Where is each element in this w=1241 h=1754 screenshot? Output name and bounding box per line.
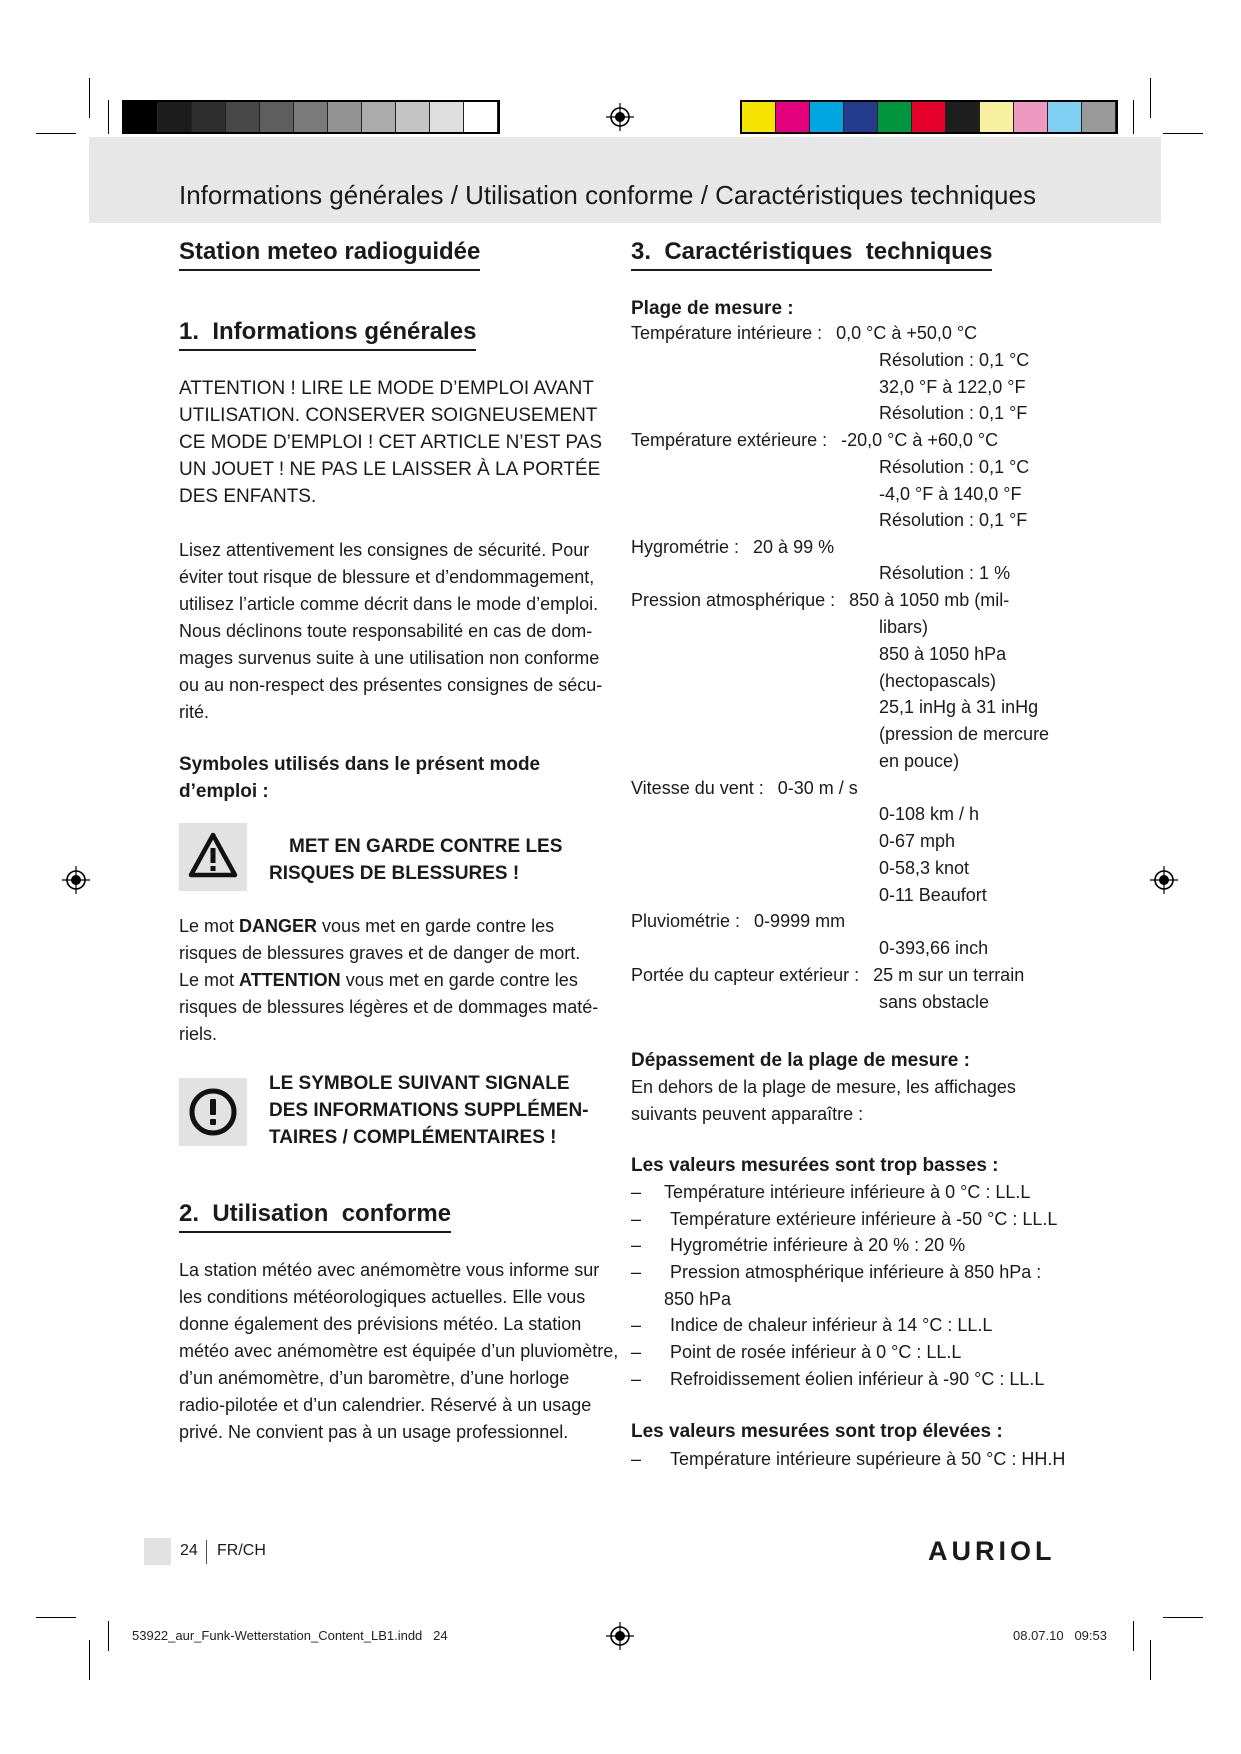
page-header-title: Informations générales / Utilisation conforme / Caractéristiques techniques [179, 180, 1036, 210]
notice-line: LE SYMBOLE SUIVANT SIGNALE [269, 1073, 570, 1094]
crop-mark [108, 100, 109, 134]
spec-value: en pouce) [879, 751, 960, 771]
text-line: La station météo avec anémomètre vous informe sur [179, 1260, 600, 1280]
notice-line: RISQUES DE BLESSURES ! [269, 863, 520, 884]
color-swatch [328, 102, 362, 132]
text-line: privé. Ne convient pas à un usage professionnel. [179, 1422, 569, 1442]
warning-line: ATTENTION ! LIRE LE MODE D’EMPLOI AVANT [179, 378, 594, 399]
text-line: Nous déclinons toute responsabilité en cas de dom- [179, 621, 593, 641]
color-swatch [192, 102, 226, 132]
spec-label: Portée du capteur extérieur : [631, 965, 860, 985]
list-dash: – [631, 1342, 642, 1362]
color-swatch [1014, 102, 1048, 132]
text-line: suivants peuvent apparaître : [631, 1104, 864, 1124]
intro-paragraph [179, 537, 602, 726]
color-swatch [294, 102, 328, 132]
registration-mark-icon [62, 866, 90, 894]
color-swatch [362, 102, 396, 132]
spec-value: 20 à 99 % [753, 537, 835, 557]
color-swatch [776, 102, 810, 132]
file-info: 53922_aur_Funk-Wetterstation_Content_LB1.indd 24 [132, 1628, 448, 1643]
text-line: ou au non-respect des présentes consignes de sécu- [179, 675, 603, 695]
injury-warning-notice [269, 833, 562, 887]
warning-line: UTILISATION. CONSERVER SOIGNEUSEMENT [179, 405, 598, 426]
color-swatch [226, 102, 260, 132]
notice-line: DES INFORMATIONS SUPPLÉMEN- [269, 1100, 589, 1121]
danger-keyword: DANGER [239, 916, 318, 936]
list-item: Indice de chaleur inférieur à 14 °C : LL.L [670, 1315, 993, 1335]
registration-mark-icon [606, 103, 634, 131]
color-swatch [396, 102, 430, 132]
warning-text [179, 375, 602, 510]
overrange-heading: Dépassement de la plage de mesure : [631, 1050, 970, 1071]
spec-value: 850 à 1050 mb (mil- [849, 590, 1010, 610]
list-dash: – [631, 1209, 642, 1229]
notice-line: MET EN GARDE CONTRE LES [289, 836, 563, 857]
process-color-bar [740, 100, 1118, 134]
text-fragment: Le mot [179, 916, 240, 936]
spec-value: 0-108 km / h [879, 804, 980, 824]
spec-value: 25,1 inHg à 31 inHg [879, 697, 1039, 717]
warning-line: UN JOUET ! NE PAS LE LAISSER À LA PORTÉE [179, 459, 601, 480]
color-swatch [810, 102, 844, 132]
text-line: risques de blessures graves et de danger de mort. [179, 943, 581, 963]
list-dash: – [631, 1262, 642, 1282]
text-line: météo avec anémomètre est équipée d’un pluviomètre, [179, 1341, 619, 1361]
spec-value: 0-58,3 knot [879, 858, 970, 878]
danger-paragraph [179, 913, 598, 1048]
text-line: En dehors de la plage de mesure, les affichages [631, 1077, 1016, 1097]
warning-line: DES ENFANTS. [179, 486, 317, 507]
crop-mark [1163, 1617, 1203, 1618]
attention-keyword: ATTENTION [239, 970, 341, 990]
spec-value: 0-67 mph [879, 831, 956, 851]
list-dash: – [631, 1182, 642, 1202]
text-fragment: vous met en garde contre les [340, 970, 578, 990]
notice-line: TAIRES / COMPLÉMENTAIRES ! [269, 1127, 557, 1148]
text-line: radio-pilotée et d’un calendrier. Réservé à un usage [179, 1395, 592, 1415]
spec-value: 25 m sur un terrain [873, 965, 1025, 985]
crop-mark [89, 1640, 90, 1680]
text-line: rité. [179, 702, 210, 722]
heading-line: d’emploi : [179, 781, 269, 802]
locale-label: FR/CH [217, 1542, 266, 1559]
text-fragment: Le mot [179, 970, 240, 990]
low-values-heading: Les valeurs mesurées sont trop basses : [631, 1155, 999, 1176]
spec-value: sans obstacle [879, 992, 990, 1012]
color-swatch [742, 102, 776, 132]
color-swatch [980, 102, 1014, 132]
list-item: Température intérieure inférieure à 0 °C : LL.L [664, 1182, 1031, 1202]
list-item: Refroidissement éolien inférieur à -90 °C : LL.L [670, 1369, 1045, 1389]
section-1-heading: 1. Informations générales [179, 318, 476, 351]
spec-label: Pluviométrie : [631, 911, 741, 931]
symbols-heading [179, 751, 540, 805]
date-time: 08.07.10 09:53 [1013, 1628, 1107, 1643]
grayscale-color-bar [122, 100, 500, 134]
color-swatch [260, 102, 294, 132]
spec-value: 0-393,66 inch [879, 938, 989, 958]
crop-mark [1163, 133, 1203, 134]
crop-mark [1150, 78, 1151, 118]
crop-mark [1133, 1621, 1134, 1651]
text-fragment: vous met en garde contre les [317, 916, 555, 936]
intended-use-paragraph [179, 1257, 618, 1446]
heading-line: Symboles utilisés dans le présent mode [179, 754, 541, 775]
registration-mark-icon [1150, 866, 1178, 894]
text-line: les conditions météorologiques actuelles. Elle vous [179, 1287, 586, 1307]
text-line: risques de blessures légères et de dommages maté- [179, 997, 599, 1017]
list-dash: – [631, 1235, 642, 1255]
text-line [179, 913, 598, 940]
list-item: Point de rosée inférieur à 0 °C : LL.L [670, 1342, 962, 1362]
page-number-divider [206, 1540, 207, 1564]
crop-mark [36, 133, 76, 134]
high-values-heading: Les valeurs mesurées sont trop élevées : [631, 1421, 1003, 1442]
info-icon-box [179, 1078, 247, 1146]
list-dash: – [631, 1449, 642, 1469]
range-heading: Plage de mesure : [631, 298, 794, 319]
list-dash: – [631, 1315, 642, 1335]
text-line: utilisez l’article comme décrit dans le mode d’emploi. [179, 594, 599, 614]
list-item: Pression atmosphérique inférieure à 850 hPa : [670, 1262, 1042, 1282]
spec-value: Résolution : 0,1 °F [879, 403, 1028, 423]
registration-mark-icon [606, 1622, 634, 1650]
brand-logo: AURIOL [928, 1536, 1056, 1566]
text-line: éviter tout risque de blessure et d’endommagement, [179, 567, 595, 587]
spec-value: Résolution : 0,1 °C [879, 457, 1030, 477]
section-2-heading: 2. Utilisation conforme [179, 1200, 451, 1233]
spec-value: Résolution : 0,1 °F [879, 510, 1028, 530]
spec-label: Température intérieure : [631, 323, 823, 343]
color-swatch [1082, 102, 1116, 132]
list-item-continuation: 850 hPa [664, 1289, 732, 1309]
spec-value: (hectopascals) [879, 671, 997, 691]
color-swatch [1048, 102, 1082, 132]
text-line: riels. [179, 1024, 218, 1044]
spec-value: 32,0 °F à 122,0 °F [879, 377, 1026, 397]
spec-value: libars) [879, 617, 929, 637]
color-swatch [946, 102, 980, 132]
color-swatch [124, 102, 158, 132]
color-swatch [878, 102, 912, 132]
warning-triangle-icon [179, 823, 247, 891]
color-swatch [464, 102, 498, 132]
text-line [179, 967, 598, 994]
spec-value: 0-30 m / s [777, 778, 858, 798]
list-item: Hygrométrie inférieure à 20 % : 20 % [670, 1235, 966, 1255]
text-line: donne également des prévisions météo. La station [179, 1314, 582, 1334]
page-number: 24 [180, 1542, 198, 1559]
spec-value: 850 à 1050 hPa [879, 644, 1007, 664]
spec-label: Hygrométrie : [631, 537, 740, 557]
spec-label: Pression atmosphérique : [631, 590, 836, 610]
spec-value: -20,0 °C à +60,0 °C [841, 430, 999, 450]
spec-label: Vitesse du vent : [631, 778, 764, 798]
warning-icon-box [179, 823, 247, 891]
list-item: Température extérieure inférieure à -50 °C : LL.L [670, 1209, 1058, 1229]
color-swatch [158, 102, 192, 132]
text-line: Lisez attentivement les consignes de sécurité. Pour [179, 540, 590, 560]
list-item: Température intérieure supérieure à 50 °C : HH.H [670, 1449, 1066, 1469]
page-number-box [144, 1538, 171, 1565]
spec-label: Température extérieure : [631, 430, 828, 450]
color-swatch [430, 102, 464, 132]
color-swatch [912, 102, 946, 132]
crop-mark [108, 1621, 109, 1651]
product-title: Station meteo radioguidée [179, 238, 480, 271]
list-dash: – [631, 1369, 642, 1389]
color-swatch [844, 102, 878, 132]
crop-mark [36, 1617, 76, 1618]
text-line: d’un anémomètre, d’un baromètre, d’une horloge [179, 1368, 570, 1388]
spec-value: Résolution : 0,1 °C [879, 350, 1030, 370]
crop-mark [89, 78, 90, 118]
spec-value: Résolution : 1 % [879, 563, 1011, 583]
warning-line: CE MODE D’EMPLOI ! CET ARTICLE N’EST PAS [179, 432, 603, 453]
spec-value: -4,0 °F à 140,0 °F [879, 484, 1022, 504]
spec-value: (pression de mercure [879, 724, 1050, 744]
exclamation-circle-icon [179, 1078, 247, 1146]
overrange-paragraph [631, 1074, 1016, 1128]
spec-value: 0,0 °C à +50,0 °C [836, 323, 978, 343]
spec-value: 0-9999 mm [754, 911, 846, 931]
crop-mark [1150, 1640, 1151, 1680]
info-notice [269, 1070, 589, 1151]
crop-mark [1133, 100, 1134, 134]
text-line: mages survenus suite à une utilisation non conforme [179, 648, 600, 668]
spec-value: 0-11 Beaufort [879, 885, 987, 905]
section-3-heading: 3. Caractéristiques techniques [631, 238, 992, 271]
